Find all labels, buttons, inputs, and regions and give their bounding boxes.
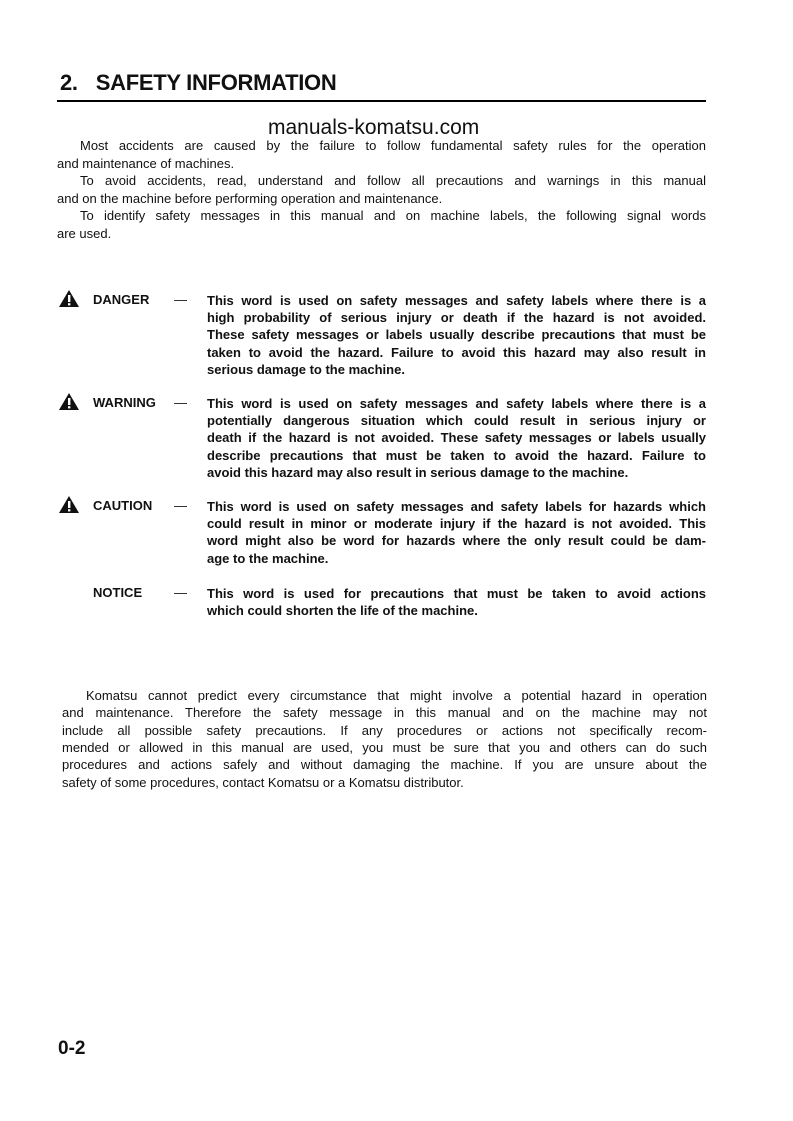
signal-dash: — <box>174 585 187 600</box>
section-number: 2. <box>60 70 78 95</box>
signal-word-label: NOTICE <box>93 585 143 600</box>
signal-dash: — <box>174 498 187 513</box>
signal-word-label: CAUTION <box>93 498 153 513</box>
closing-line: safety of some procedures, contact Komatsu or a Komatsu distributor. <box>62 774 464 790</box>
closing-line: include all possible safety precautions. If any procedures or actions not specifically recom- <box>62 722 707 738</box>
signal-description-line: serious damage to the machine. <box>207 361 405 377</box>
signal-description-line: potentially dangerous situation which could result in serious injury or <box>207 413 706 429</box>
signal-dash: — <box>174 292 187 307</box>
intro-line: and on the machine before performing operation and maintenance. <box>57 190 443 206</box>
signal-description-line: This word is used on safety messages and safety labels for hazards which <box>207 499 706 514</box>
signal-description-line: This word is used on safety messages and safety labels where there is a <box>207 293 706 308</box>
intro-line: To identify safety messages in this manual and on machine labels, the following signal words <box>80 208 706 223</box>
closing-line: mended or allowed in this manual are used, you must be sure that you and others can do such <box>62 739 707 755</box>
signal-description-line: word might also be word for hazards where the only result could be dam- <box>207 533 706 549</box>
signal-word-label: WARNING <box>93 395 156 410</box>
warning-triangle-icon <box>58 289 80 308</box>
intro-line: Most accidents are caused by the failure to follow fundamental safety rules for the operation <box>80 138 706 153</box>
section-title <box>60 70 336 96</box>
signal-description-line: age to the machine. <box>207 550 329 566</box>
signal-description-line: could result in minor or moderate injury if the hazard is not avoided. This <box>207 516 706 532</box>
signal-description-line: avoid this hazard may also result in serious damage to the machine. <box>207 464 629 480</box>
signal-word-label: DANGER <box>93 292 150 307</box>
watermark: manuals-komatsu.com <box>268 116 480 139</box>
signal-description-line: This word is used on safety messages and safety labels where there is a <box>207 396 706 411</box>
intro-line: are used. <box>57 225 112 241</box>
signal-dash: — <box>174 395 187 410</box>
signal-description-line: which could shorten the life of the machine. <box>207 603 478 619</box>
signal-description-line: These safety messages or labels usually describe precautions that must be <box>207 327 706 343</box>
closing-line: procedures and actions safely and without damaging the machine. If you are unsure about the <box>62 757 707 773</box>
warning-triangle-icon <box>58 495 80 514</box>
signal-description-line: taken to avoid the hazard. Failure to avoid this hazard may also result in <box>207 344 706 360</box>
signal-description-line: describe precautions that must be taken to avoid the hazard. Failure to <box>207 447 706 463</box>
signal-description-line: This word is used for precautions that must be taken to avoid actions <box>207 586 706 601</box>
closing-line: and maintenance. Therefore the safety message in this manual and on the machine may not <box>62 705 707 721</box>
section-title-text: SAFETY INFORMATION <box>95 70 337 95</box>
signal-description-line: high probability of serious injury or death if the hazard is not avoided. <box>207 310 706 326</box>
page-number: 0-2 <box>58 1038 86 1059</box>
closing-line: Komatsu cannot predict every circumstance that might involve a potential hazard in operation <box>86 688 707 703</box>
intro-line: and maintenance of machines. <box>57 155 235 171</box>
signal-description-line: death if the hazard is not avoided. These safety messages or labels usually <box>207 430 706 446</box>
intro-line: To avoid accidents, read, understand and follow all precautions and warnings in this manual <box>80 173 706 188</box>
title-rule <box>57 100 706 102</box>
warning-triangle-icon <box>58 392 80 411</box>
